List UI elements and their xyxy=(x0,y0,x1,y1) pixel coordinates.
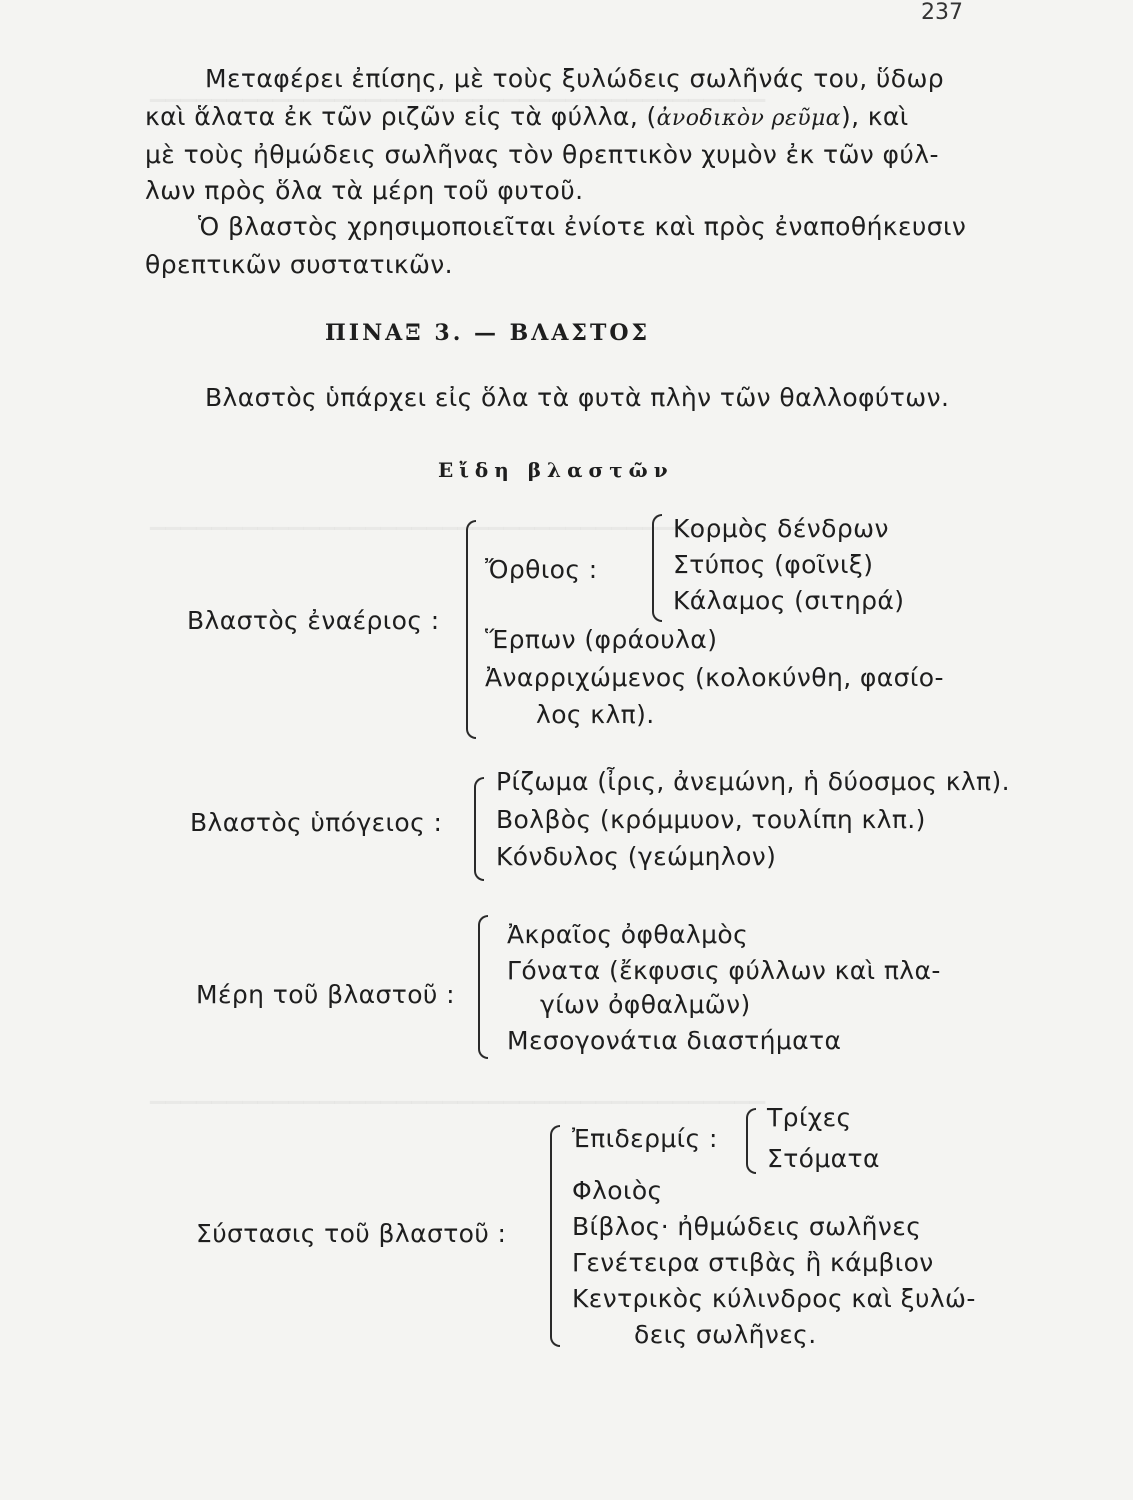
underground-item-2: Βολβὸς (κρόμμυον, τουλίπη κλπ.) xyxy=(496,805,926,834)
table-heading: ΠΙΝΑΞ 3. — ΒΛΑΣΤΟΣ xyxy=(325,320,651,346)
creeping: Ἕρπων (φράουλα) xyxy=(485,625,718,654)
intro-line-5: Ὁ βλαστὸς χρησιμοποιεῖται ἐνίοτε καὶ πρὸς ἐναποθήκευσιν xyxy=(198,212,967,241)
upright-item-2: Στύπος (φοῖνιξ) xyxy=(673,550,874,579)
parts-item-1: Ἀκραῖος ὀφθαλμὸς xyxy=(507,920,749,949)
underground-item-3: Κόνδυλος (γεώμηλον) xyxy=(496,842,777,871)
intro-line-6: θρεπτικῶν συστατικῶν. xyxy=(145,250,453,279)
phloem: Βίβλος· ἠθμώδεις σωλῆνες xyxy=(572,1212,922,1241)
intro-line-3: μὲ τοὺς ἠθμώδεις σωλῆνας τὸν θρεπτικὸν χυμὸν ἐκ τῶν φύλ- xyxy=(145,140,939,169)
intro-line-4: λων πρὸς ὅλα τὰ μέρη τοῦ φυτοῦ. xyxy=(145,176,584,205)
upright-brace xyxy=(652,514,662,622)
intro-line-1: Μεταφέρει ἐπίσης, μὲ τοὺς ξυλώδεις σωλῆνάς του, ὕδωρ xyxy=(205,64,945,93)
epidermis-item-1: Τρίχες xyxy=(767,1103,852,1132)
climbing-line-1: Ἀναρριχώμενος (κολοκύνθη, φασίο- xyxy=(485,663,944,692)
parts-item-3: Μεσογονάτια διαστήματα xyxy=(507,1026,842,1055)
core-line-1: Κεντρικὸς κύλινδρος καὶ ξυλώ- xyxy=(572,1284,976,1313)
epidermis-brace xyxy=(746,1108,756,1174)
intro-line-2 xyxy=(145,102,909,131)
underground-item-1: Ρίζωμα (ἶρις, ἀνεμώνη, ἡ δύοσμος κλπ). xyxy=(496,767,1011,796)
statement: Βλαστὸς ὑπάρχει εἰς ὅλα τὰ φυτὰ πλὴν τῶν θαλλοφύτων. xyxy=(205,383,950,412)
bark: Φλοιὸς xyxy=(572,1176,663,1205)
epidermis-item-2: Στόματα xyxy=(767,1144,880,1173)
epidermis-label: Ἐπιδερμίς : xyxy=(572,1124,718,1153)
intro-line-2-text: καὶ ἅλατα ἐκ τῶν ριζῶν εἰς τὰ φύλλα, ( xyxy=(145,102,657,131)
types-heading: Εἴδη βλαστῶν xyxy=(438,458,674,482)
upright-item-1: Κορμὸς δένδρων xyxy=(673,514,889,543)
page-number: 237 xyxy=(921,0,963,25)
parts-item-2-line-1: Γόνατα (ἔκφυσις φύλλων καὶ πλα- xyxy=(507,956,941,985)
bleed-through xyxy=(150,1080,765,1104)
upright-label: Ὄρθιος : xyxy=(485,555,598,584)
aerial-label: Βλαστὸς ἐναέριος : xyxy=(187,606,440,635)
underground-label: Βλαστὸς ὑπόγειος : xyxy=(190,808,443,837)
parts-brace xyxy=(478,915,488,1059)
parts-label: Μέρη τοῦ βλαστοῦ : xyxy=(196,980,455,1009)
parts-item-2-line-2: γίων ὀφθαλμῶν) xyxy=(540,990,751,1019)
intro-italic-term: ἀνοδικὸν ρεῦμα xyxy=(656,106,841,131)
aerial-brace xyxy=(466,520,476,739)
structure-brace xyxy=(550,1125,560,1347)
structure-label: Σύστασις τοῦ βλαστοῦ : xyxy=(196,1219,507,1248)
climbing-line-2: λος κλπ). xyxy=(536,700,655,729)
upright-item-3: Κάλαμος (σιτηρά) xyxy=(673,586,905,615)
intro-line-2-end: ), καὶ xyxy=(840,102,909,131)
core-line-2: δεις σωλῆνες. xyxy=(634,1320,817,1349)
cambium: Γενέτειρα στιβὰς ἢ κάμβιον xyxy=(572,1248,934,1277)
underground-brace xyxy=(474,777,484,881)
